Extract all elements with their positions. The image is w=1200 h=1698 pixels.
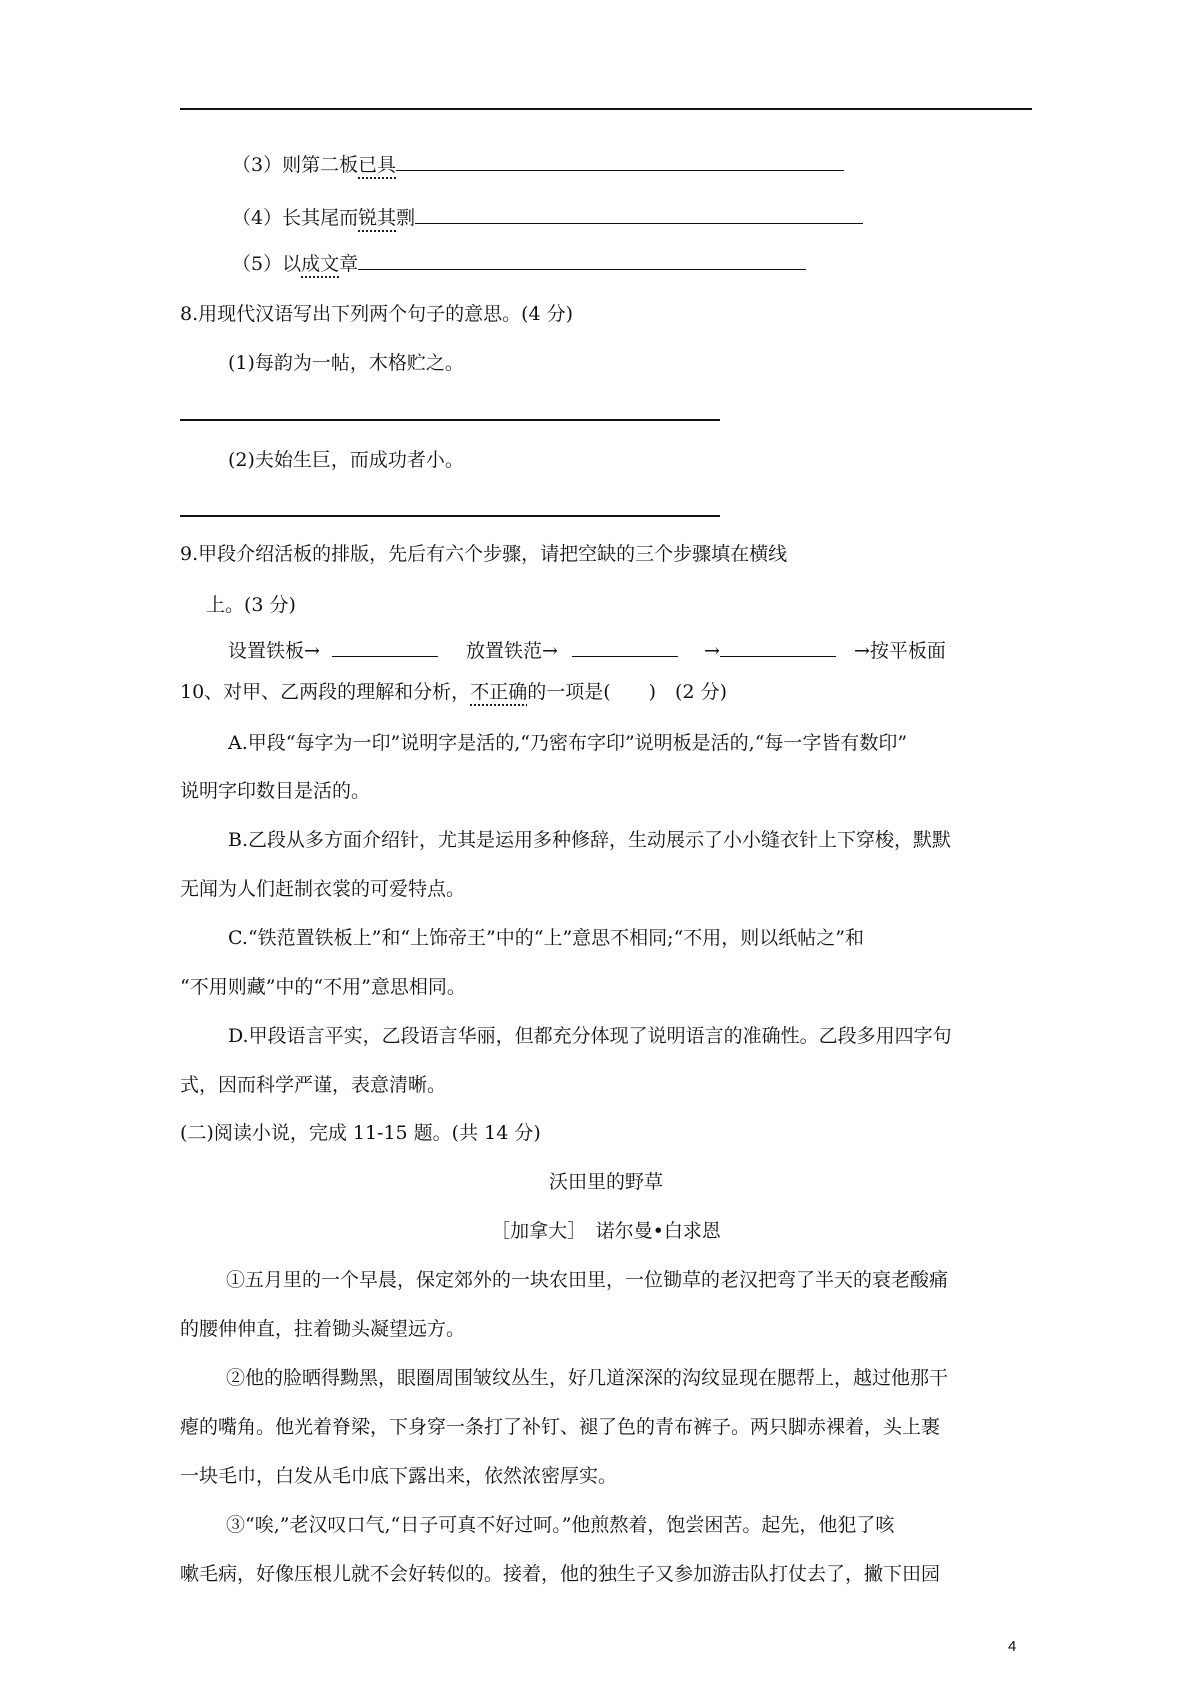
story-author: ［加拿大］ 诺尔曼•白求恩: [491, 1220, 721, 1242]
header-rule: [180, 108, 1032, 110]
q7-item-3: （3）则第二板已具: [232, 150, 844, 178]
q10-option-c-line-1: C.“铁范置铁板上”和“上饰帝王”中的“上”意思不相同;“不用，则以纸帖之”和: [228, 927, 865, 949]
answer-blank[interactable]: [396, 150, 844, 171]
part2-heading: (二)阅读小说，完成 11-15 题。(共 14 分): [180, 1122, 541, 1144]
q8-answer-line-1[interactable]: [180, 419, 720, 421]
q8-answer-line-2[interactable]: [180, 515, 720, 517]
q8-sentence-2: (2)夫始生巨，而成功者小。: [228, 449, 464, 471]
q9-step-2: 放置铁范→: [466, 640, 558, 662]
q9-title: 9.甲段介绍活板的排版，先后有六个步骤，请把空缺的三个步骤填在横线: [180, 543, 788, 565]
answer-blank[interactable]: [358, 249, 806, 270]
emphasis-dots: 成文: [301, 253, 340, 275]
q10-option-c-line-2: “不用则藏”中的“不用”意思相同。: [180, 976, 466, 998]
q10-option-b-line-2: 无闻为人们赶制衣裳的可爱特点。: [180, 878, 466, 900]
q10-option-a-line-1: A.甲段“每字为一印”说明字是活的,“乃密布字印”说明板是活的,“每一字皆有数印”: [228, 732, 908, 754]
q7-item-5: （5）以成文章: [232, 249, 806, 277]
emphasis-dots: 已具: [358, 154, 397, 176]
q9-blank-2[interactable]: [572, 636, 678, 657]
paragraph-3-line-2: 嗽毛病，好像压根儿就不会好转似的。接着，他的独生子又参加游击队打仗去了，撇下田园: [180, 1563, 941, 1585]
q10-option-a-line-2: 说明字印数目是活的。: [180, 780, 371, 802]
q7-item-4: （4）长其尾而锐其剽: [232, 203, 863, 231]
q9-blank-3[interactable]: [720, 636, 836, 657]
emphasis-dots: 不正确: [470, 681, 528, 703]
paragraph-2-line-1: ②他的脸晒得黝黑，眼圈周围皱纹丛生，好几道深深的沟纹显现在腮帮上，越过他那干: [226, 1367, 949, 1389]
q9-title-cont: 上。(3 分): [206, 594, 296, 616]
paragraph-2-line-3: 一块毛巾，白发从毛巾底下露出来，依然浓密厚实。: [180, 1465, 618, 1487]
q8-title: 8.用现代汉语写出下列两个句子的意思。(4 分): [180, 303, 574, 325]
paragraph-2-line-2: 瘪的嘴角。他光着脊梁，下身穿一条打了补钉、褪了色的青布裤子。两只脚赤裸着，头上裹: [180, 1416, 941, 1438]
q9-blank-1[interactable]: [332, 636, 438, 657]
q10-option-d-line-1: D.甲段语言平实，乙段语言华丽，但都充分体现了说明语言的准确性。乙段多用四字句: [228, 1025, 952, 1047]
q10-option-d-line-2: 式，因而科学严谨，表意清晰。: [180, 1074, 447, 1096]
paragraph-1-line-2: 的腰伸伸直，拄着锄头凝望远方。: [180, 1318, 466, 1340]
q8-sentence-1: (1)每韵为一帖，木格贮之。: [228, 352, 464, 374]
q10-title: 10、对甲、乙两段的理解和分析，不正确的一项是( ) (2 分): [180, 681, 727, 703]
emphasis-dots: 锐其: [358, 207, 397, 229]
q9-step-1: 设置铁板→: [228, 640, 320, 662]
q10-option-b-line-1: B.乙段从多方面介绍针，尤其是运用多种修辞，生动展示了小小缝衣针上下穿梭，默默: [228, 829, 952, 851]
paragraph-1-line-1: ①五月里的一个早晨，保定郊外的一块农田里，一位锄草的老汉把弯了半天的衰老酸痛: [226, 1269, 949, 1291]
paragraph-3-line-1: ③“唉,”老汉叹口气,“日子可真不好过呵。”他煎熬着，饱尝困苦。起先，他犯了咳: [226, 1514, 895, 1536]
page-number: 4: [1008, 1638, 1017, 1655]
q9-arrow: →: [704, 640, 720, 662]
q9-step-last: →按平板面: [854, 640, 946, 662]
answer-blank[interactable]: [415, 203, 863, 224]
story-title: 沃田里的野草: [548, 1171, 663, 1193]
q9-steps: [228, 636, 946, 664]
